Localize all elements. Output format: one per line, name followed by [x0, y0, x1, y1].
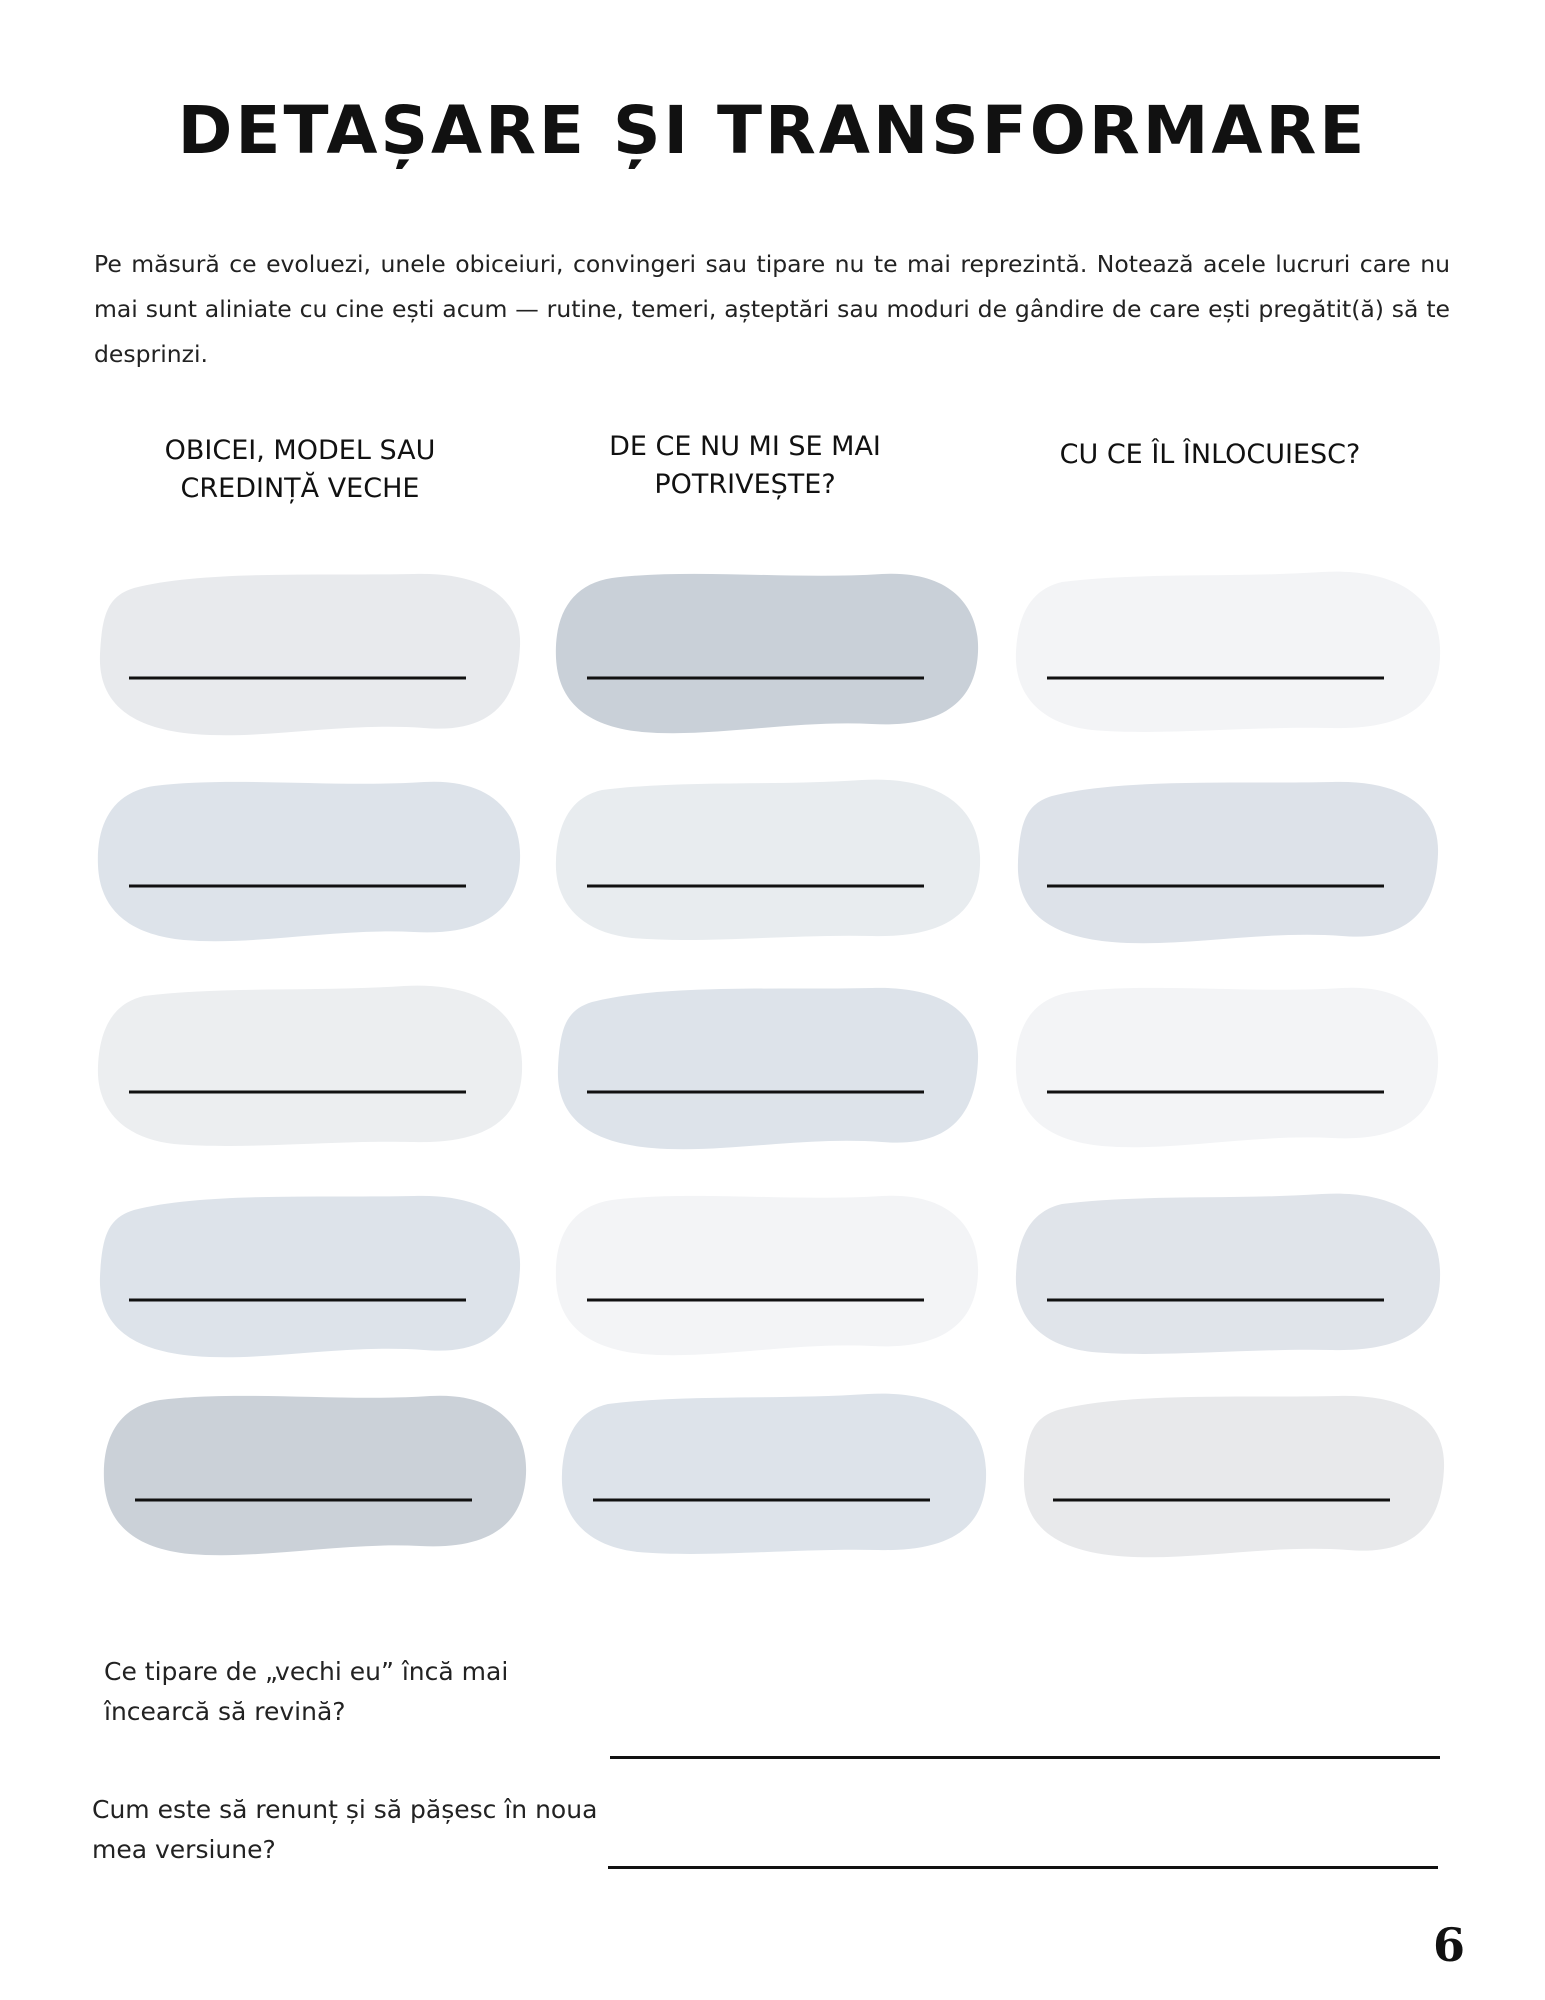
column-header-replacement: CU CE ÎL ÎNLOCUIESC? — [1059, 439, 1361, 470]
page-title: DETAȘARE ȘI TRANSFORMARE — [177, 92, 1368, 169]
blob-shape — [94, 982, 524, 1152]
answer-field-r2-c1[interactable] — [94, 776, 524, 946]
blob-shape — [552, 1190, 982, 1360]
answer-field-r1-c1[interactable] — [94, 568, 524, 738]
answer-field-r5-c2[interactable] — [558, 1390, 988, 1560]
blob-shape — [552, 776, 982, 946]
answer-field-r1-c2[interactable] — [552, 568, 982, 738]
blob-shape — [100, 1390, 530, 1560]
answer-field-r5-c3[interactable] — [1018, 1390, 1448, 1560]
page-number: 6 — [1432, 1918, 1465, 1972]
answer-field-r3-c1[interactable] — [94, 982, 524, 1152]
blob-shape — [1012, 1190, 1442, 1360]
answer-line-new-version[interactable] — [608, 1866, 1438, 1869]
blob-shape — [94, 776, 524, 946]
column-header-why-not-fit: DE CE NU MI SE MAI POTRIVEȘTE? — [609, 431, 881, 500]
blob-shape — [1018, 1390, 1448, 1560]
answer-field-r5-c1[interactable] — [100, 1390, 530, 1560]
blob-shape — [1012, 982, 1442, 1152]
blob-shape — [94, 1190, 524, 1360]
answer-field-r4-c3[interactable] — [1012, 1190, 1442, 1360]
blob-shape — [552, 982, 982, 1152]
answer-line-old-self[interactable] — [610, 1756, 1440, 1759]
intro-paragraph: Pe măsură ce evoluezi, unele obiceiuri, convingeri sau tipare nu te mai reprezintă. Notează acele lucruri care nu mai sunt aliniate cu cine ești acum — rutine, temeri, așteptări sau moduri de gândire de care ești pregătit(ă) să te desprinzi. — [94, 250, 1450, 368]
blob-shape — [1012, 776, 1442, 946]
answer-field-r3-c3[interactable] — [1012, 982, 1442, 1152]
blob-shape — [552, 568, 982, 738]
answer-field-r2-c3[interactable] — [1012, 776, 1442, 946]
answer-field-r2-c2[interactable] — [552, 776, 982, 946]
column-header-old-habit: OBICEI, MODEL SAU CREDINȚĂ VECHE — [164, 435, 436, 504]
answer-field-r1-c3[interactable] — [1012, 568, 1442, 738]
answer-field-r3-c2[interactable] — [552, 982, 982, 1152]
blob-shape — [1012, 568, 1442, 738]
question-new-version: Cum este să renunț și să pășesc în noua mea versiune? — [92, 1795, 598, 1864]
blob-shape — [558, 1390, 988, 1560]
answer-field-r4-c2[interactable] — [552, 1190, 982, 1360]
question-old-self: Ce tipare de „vechi eu” încă mai încearcă să revină? — [104, 1657, 509, 1726]
blob-shape — [94, 568, 524, 738]
answer-field-r4-c1[interactable] — [94, 1190, 524, 1360]
